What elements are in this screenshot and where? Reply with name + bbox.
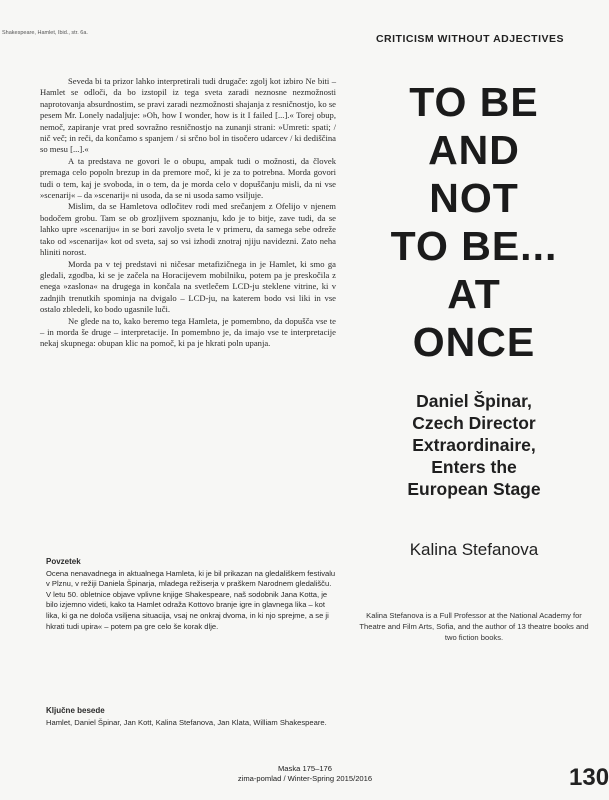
journal-footer: [200, 764, 410, 784]
body-paragraph: Seveda bi ta prizor lahko interpretirali tudi drugače: zgolj kot izbiro Ne biti – Hamlet se odloči, da bo izstopil iz tega sveta zaradi neznosne nezmožnosti naprotovanja absurdnostim, se pravi zaradi nezmožnosti shajanja z resničnostjo, ko se pesem Mr. Lonely nadaljuje: »Oh, how I wonder, how is it I failed [...].« Torej obup, nemoč, zapiranje vrat pred sovražno resničnostjo na zunanji strani: »Umreti: spati; / nič več; in reči, da končamo s spanjem / si srčno bol in tisočero udarcev / ki dediščina so mesu [...].«: [40, 76, 336, 155]
body-paragraph: Morda pa v tej predstavi ni ničesar metafizičnega in je Hamlet, ki smo ga gledali, zgodba, ki se je začela na Horacijevem mobilniku, potem pa je preskočila z enega »zaslona« na drugega in končala na svetlečem LCD-ju steklene vitrine, ki v zadnjih trenutkih spominja na dvigalo – LCD-ju, na katerem bodo vsi liki in vse ostalo zbledeli, ko bodo ugasnile luči.: [40, 258, 336, 315]
keywords-block: [46, 706, 336, 728]
article-subtitle: [356, 390, 592, 500]
keywords-text: Hamlet, Daniel Špinar, Jan Kott, Kalina Stefanova, Jan Klata, William Shakespeare.: [46, 717, 327, 727]
abstract-text: Ocena nenavadnega in aktualnega Hamleta, ki je bil prikazan na gledališkem festivalu v Plznu, v režiji Daniela Špinarja, mladega režiserja v praškem Narodnem gledališču. V letu 50. obletnice objave vplivne knjige Shakespeare, naš sodobnik Jana Kotta, je bilo izjemno videti, kako ta Hamlet odraža Kottovo branje igre in glavnega lika – kot lika, ki ga ne določa vsiljena situacija, vsaj ne onkraj dvoma, in ki njo sprejme, a se ji hkrati tudi upira« – potem pa gre celo še korak dlje.: [46, 568, 336, 631]
subtitle-line: Czech Director: [412, 413, 536, 433]
title-line: AT: [447, 271, 501, 317]
author-name: Kalina Stefanova: [409, 540, 539, 559]
footer-season: zima-pomlad / Winter-Spring 2015/2016: [237, 774, 373, 783]
article-body: [40, 76, 336, 350]
section-header: CRITICISM WITHOUT ADJECTIVES: [375, 33, 564, 45]
title-line: TO BE: [409, 79, 539, 125]
body-paragraph: Ne glede na to, kako beremo tega Hamleta, je pomembno, da dopušča vse te – in morda še druge – interpretacije. In pomembno je, da imajo vse te interpretacije nekaj skupnega: obupan klic na pomoč, ki pa je hkrati poln upanja.: [40, 315, 336, 349]
subtitle-line: Enters the: [431, 457, 517, 477]
page-number: 130: [569, 764, 609, 791]
subtitle-line: Extraordinaire,: [412, 435, 536, 455]
title-line: NOT: [429, 175, 519, 221]
body-paragraph: Mislim, da se Hamletova odločitev rodi med srečanjem z Ofelijo v njenem bodočem grobu. Tam se ob grozljivem spoznanju, kdo je to bitje, zave tudi, da se lahko upre »scenariju« in se bori zavoljo sveta le v primeru, da samega sebe odreže tako od »scenarija« kot od sveta, saj so vsi izhodi znotraj njiju navidezni. Zato neha hliniti norost.: [40, 201, 336, 258]
keywords-heading: Ključne besede: [46, 706, 105, 715]
article-title: [356, 78, 592, 366]
subtitle-line: European Stage: [407, 479, 541, 499]
abstract-heading: Povzetek: [46, 557, 81, 566]
subtitle-line: Daniel Špinar,: [416, 391, 532, 411]
title-line: AND: [428, 127, 520, 173]
title-line: ONCE: [412, 319, 536, 365]
top-reference: Shakespeare, Hamlet, Ibid., str. 6a.: [2, 30, 88, 36]
title-line: TO BE...: [390, 223, 558, 269]
footer-issue: Maska 175–176: [277, 764, 333, 773]
author-bio: Kalina Stefanova is a Full Professor at the National Academy for Theatre and Film Arts, Sofia, and the author of 13 theatre books and two fiction books.: [359, 611, 589, 642]
abstract-block: [46, 557, 336, 632]
body-paragraph: A ta predstava ne govori le o obupu, ampak tudi o možnosti, da človek premaga celo popoln brezup in da premore moč, ki je za to potrebna. Morda govori tudi o tem, kaj je svoboda, in o tem, da je morda celo v dopuščanju misli, da ni vse »scenarij« – da »scenarij« ni usoda, da se ni usoda samo vsiljuje.: [40, 155, 336, 201]
